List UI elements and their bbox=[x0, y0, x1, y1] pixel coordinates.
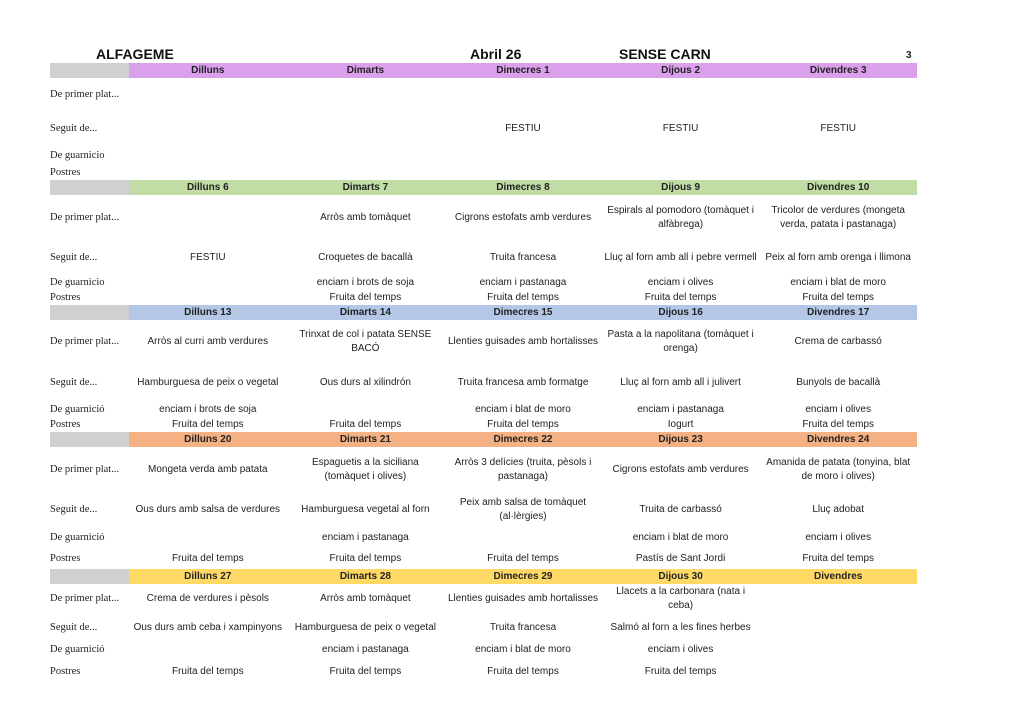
week-block bbox=[50, 305, 917, 432]
course-label: De primer plat... bbox=[50, 336, 120, 347]
week-block bbox=[50, 569, 917, 686]
dish-cell: enciam i pastanaga bbox=[322, 644, 409, 655]
dish-cell: Fruita del temps bbox=[487, 292, 559, 303]
dish-cell: Pastís de Sant Jordi bbox=[635, 553, 726, 564]
course-label: Postres bbox=[50, 292, 81, 303]
course-label: De primer plat... bbox=[50, 89, 120, 100]
dish-cell: Espaguetis a la siciliana (tomàquet i olives) bbox=[312, 457, 419, 482]
dish-cell: Fruita del temps bbox=[802, 553, 875, 564]
course-label: De primer plat... bbox=[50, 464, 120, 475]
school-name: ALFAGEME bbox=[96, 46, 174, 62]
dish-cell: enciam i blat de moro bbox=[475, 644, 571, 655]
dish-cell: Espirals al pomodoro (tomàquet i alfàbrega) bbox=[607, 205, 754, 230]
dish-cell: Llenties guisades amb hortalisses bbox=[447, 336, 599, 347]
course-label: De guarnició bbox=[50, 404, 105, 415]
menu-row bbox=[50, 614, 917, 642]
day-header: Dijous 2 bbox=[661, 65, 701, 76]
day-header: Dimecres 1 bbox=[496, 65, 550, 76]
day-header: Dilluns 20 bbox=[184, 434, 232, 445]
dish-cell: Trinxat de col i patata SENSE BACÓ bbox=[299, 329, 432, 354]
course-label: De primer plat... bbox=[50, 212, 120, 223]
day-header: Dilluns 27 bbox=[184, 571, 232, 582]
day-header: Divendres 3 bbox=[809, 65, 867, 76]
menu-row bbox=[50, 642, 917, 658]
day-header: Dilluns 13 bbox=[184, 307, 232, 318]
day-header: Dilluns 6 bbox=[186, 182, 229, 193]
dish-cell: Llacets a la carbonara (nata i ceba) bbox=[616, 586, 746, 611]
dish-cell: FESTIU bbox=[505, 123, 541, 134]
dish-cell: Arròs al curri amb verdures bbox=[147, 336, 269, 347]
dish-cell: Peix amb salsa de tomàquet (al·lèrgies) bbox=[459, 497, 587, 522]
course-label: De guarnicio bbox=[50, 150, 105, 161]
course-label: Postres bbox=[50, 553, 81, 564]
dish-cell: Truita francesa amb formatge bbox=[457, 377, 589, 388]
dish-cell: Tricolor de verdures (mongeta verda, patata i pastanaga) bbox=[771, 205, 905, 230]
dish-cell: Fruita del temps bbox=[487, 666, 559, 677]
menu-row bbox=[50, 418, 917, 432]
menu-row bbox=[50, 146, 917, 166]
day-header: Dimecres 29 bbox=[493, 571, 553, 582]
dish-cell: enciam i olives bbox=[647, 277, 714, 288]
day-header: Divendres 24 bbox=[807, 434, 870, 445]
diet-title: SENSE CARN bbox=[619, 46, 711, 62]
dish-cell: Fruita del temps bbox=[171, 419, 244, 430]
dish-cell: enciam i brots de soja bbox=[159, 404, 257, 415]
day-header: Dijous 23 bbox=[658, 434, 703, 445]
dish-cell: Bunyols de bacallà bbox=[796, 377, 881, 388]
header-corner bbox=[50, 63, 129, 78]
dish-cell: Arròs amb tomàquet bbox=[320, 593, 411, 604]
menu-row bbox=[50, 241, 917, 275]
dish-cell: Lluç al forn amb all i pebre vermell bbox=[604, 252, 757, 263]
dish-cell: Mongeta verda amb patata bbox=[148, 464, 268, 475]
dish-cell: Crema de verdures i pèsols bbox=[146, 593, 269, 604]
dish-cell: Fruita del temps bbox=[329, 292, 402, 303]
dish-cell: Fruita del temps bbox=[171, 553, 244, 564]
dish-cell: Truita francesa bbox=[489, 622, 557, 633]
dish-cell: Ous durs al xilindrón bbox=[319, 377, 411, 388]
menu-row bbox=[50, 195, 917, 241]
dish-cell: Fruita del temps bbox=[329, 553, 402, 564]
dish-cell: enciam i pastanaga bbox=[637, 404, 724, 415]
menu-row bbox=[50, 275, 917, 291]
menu-row bbox=[50, 320, 917, 364]
day-header: Dijous 30 bbox=[658, 571, 703, 582]
day-header: Divendres bbox=[813, 571, 863, 582]
week-header bbox=[50, 63, 917, 78]
day-header: Dilluns bbox=[191, 65, 225, 76]
course-label: Postres bbox=[50, 167, 81, 178]
dish-cell: Salmó al forn a les fines herbes bbox=[610, 622, 751, 633]
dish-cell: Peix al forn amb orenga i llimona bbox=[765, 252, 911, 263]
header-corner bbox=[50, 569, 129, 584]
day-header: Divendres 10 bbox=[807, 182, 870, 193]
dish-cell: Cigrons estofats amb verdures bbox=[612, 464, 749, 475]
week-block bbox=[50, 63, 917, 180]
month-title: Abril 26 bbox=[470, 46, 522, 62]
day-header: Dimarts 7 bbox=[342, 182, 389, 193]
menu-row bbox=[50, 658, 917, 686]
dish-cell: FESTIU bbox=[190, 252, 226, 263]
week-block bbox=[50, 180, 917, 305]
day-header: Dimarts 28 bbox=[339, 571, 391, 582]
header-corner bbox=[50, 180, 129, 195]
dish-cell: Truita francesa bbox=[489, 252, 557, 263]
day-header: Dimarts bbox=[346, 65, 385, 76]
week-block bbox=[50, 432, 917, 569]
header-corner bbox=[50, 432, 129, 447]
dish-cell: enciam i blat de moro bbox=[790, 277, 886, 288]
week-header bbox=[50, 569, 917, 584]
day-header-bar bbox=[129, 305, 917, 320]
course-label: Seguit de... bbox=[50, 504, 98, 515]
week-header bbox=[50, 432, 917, 447]
dish-cell: Crema de carbassó bbox=[794, 336, 882, 347]
menu-row bbox=[50, 112, 917, 146]
menu-row bbox=[50, 291, 917, 305]
dish-cell: Fruita del temps bbox=[802, 292, 875, 303]
day-header: Dimecres 22 bbox=[493, 434, 553, 445]
dish-cell: Croquetes de bacallà bbox=[318, 252, 413, 263]
dish-cell: Arròs 3 delícies (truita, pèsols i pastanaga) bbox=[454, 457, 592, 482]
course-label: De guarnició bbox=[50, 532, 105, 543]
dish-cell: FESTIU bbox=[662, 123, 699, 134]
day-header: Dimecres 15 bbox=[493, 307, 553, 318]
course-label: Seguit de... bbox=[50, 377, 98, 388]
menu-row bbox=[50, 549, 917, 569]
course-label: De primer plat... bbox=[50, 593, 120, 604]
dish-cell: Hamburguesa de peix o vegetal bbox=[294, 622, 436, 633]
dish-cell: enciam i brots de soja bbox=[316, 277, 415, 288]
menu-row bbox=[50, 527, 917, 549]
dish-cell: Fruita del temps bbox=[487, 419, 559, 430]
dish-cell: Pasta a la napolitana (tomàquet i orenga) bbox=[607, 329, 754, 354]
dish-cell: Fruita del temps bbox=[644, 666, 717, 677]
week-header bbox=[50, 180, 917, 195]
course-label: De guarnició bbox=[50, 644, 105, 655]
dish-cell: Fruita del temps bbox=[487, 553, 559, 564]
menu-row bbox=[50, 447, 917, 493]
header-corner bbox=[50, 305, 129, 320]
dish-cell: Fruita del temps bbox=[329, 419, 402, 430]
dish-cell: Fruita del temps bbox=[329, 666, 402, 677]
menu-row bbox=[50, 364, 917, 402]
dish-cell: enciam i olives bbox=[647, 644, 714, 655]
day-header: Dijous 9 bbox=[661, 182, 701, 193]
dish-cell: enciam i pastanaga bbox=[322, 532, 409, 543]
dish-cell: enciam i pastanaga bbox=[479, 277, 567, 288]
dish-cell: Iogurt bbox=[667, 419, 694, 430]
day-header-bar bbox=[129, 569, 917, 584]
week-header bbox=[50, 305, 917, 320]
dish-cell: enciam i olives bbox=[805, 404, 871, 415]
day-header-bar bbox=[129, 432, 917, 447]
dish-cell: Truita de carbassó bbox=[639, 504, 722, 515]
day-header: Dimarts 14 bbox=[339, 307, 391, 318]
dish-cell: Hamburguesa de peix o vegetal bbox=[137, 377, 279, 388]
course-label: Seguit de... bbox=[50, 252, 98, 263]
menu-row bbox=[50, 584, 917, 614]
menu-table bbox=[50, 63, 917, 686]
dish-cell: Llenties guisades amb hortalisses bbox=[447, 593, 599, 604]
dish-cell: enciam i blat de moro bbox=[475, 404, 571, 415]
dish-cell: Amanida de patata (tonyina, blat de moro i olives) bbox=[766, 457, 911, 482]
day-header: Dimecres 8 bbox=[496, 182, 550, 193]
dish-cell: Ous durs amb ceba i xampinyons bbox=[133, 622, 282, 633]
day-header-bar bbox=[129, 63, 917, 78]
course-label: Postres bbox=[50, 666, 81, 677]
dish-cell: Ous durs amb salsa de verdures bbox=[135, 504, 281, 515]
menu-row bbox=[50, 78, 917, 112]
dish-cell: Lluç al forn amb all i julivert bbox=[620, 377, 741, 388]
dish-cell: Cigrons estofats amb verdures bbox=[454, 212, 592, 223]
course-label: Postres bbox=[50, 419, 81, 430]
day-header: Divendres 17 bbox=[807, 307, 870, 318]
menu-row bbox=[50, 493, 917, 527]
course-label: Seguit de... bbox=[50, 622, 98, 633]
day-header-bar bbox=[129, 180, 917, 195]
day-header: Dimarts 21 bbox=[339, 434, 391, 445]
dish-cell: Lluç adobat bbox=[812, 504, 865, 515]
dish-cell: enciam i blat de moro bbox=[632, 532, 729, 543]
dish-cell: Fruita del temps bbox=[802, 419, 875, 430]
dish-cell: Hamburguesa vegetal al forn bbox=[301, 504, 430, 515]
course-label: De guarnicio bbox=[50, 277, 105, 288]
dish-cell: Fruita del temps bbox=[644, 292, 717, 303]
menu-row bbox=[50, 166, 917, 180]
day-header: Dijous 16 bbox=[658, 307, 703, 318]
dish-cell: Fruita del temps bbox=[171, 666, 244, 677]
course-label: Seguit de... bbox=[50, 123, 98, 134]
page-number: 3 bbox=[906, 50, 912, 61]
dish-cell: FESTIU bbox=[820, 123, 856, 134]
dish-cell: Arròs amb tomàquet bbox=[320, 212, 411, 223]
menu-row bbox=[50, 402, 917, 418]
dish-cell: enciam i olives bbox=[805, 532, 871, 543]
